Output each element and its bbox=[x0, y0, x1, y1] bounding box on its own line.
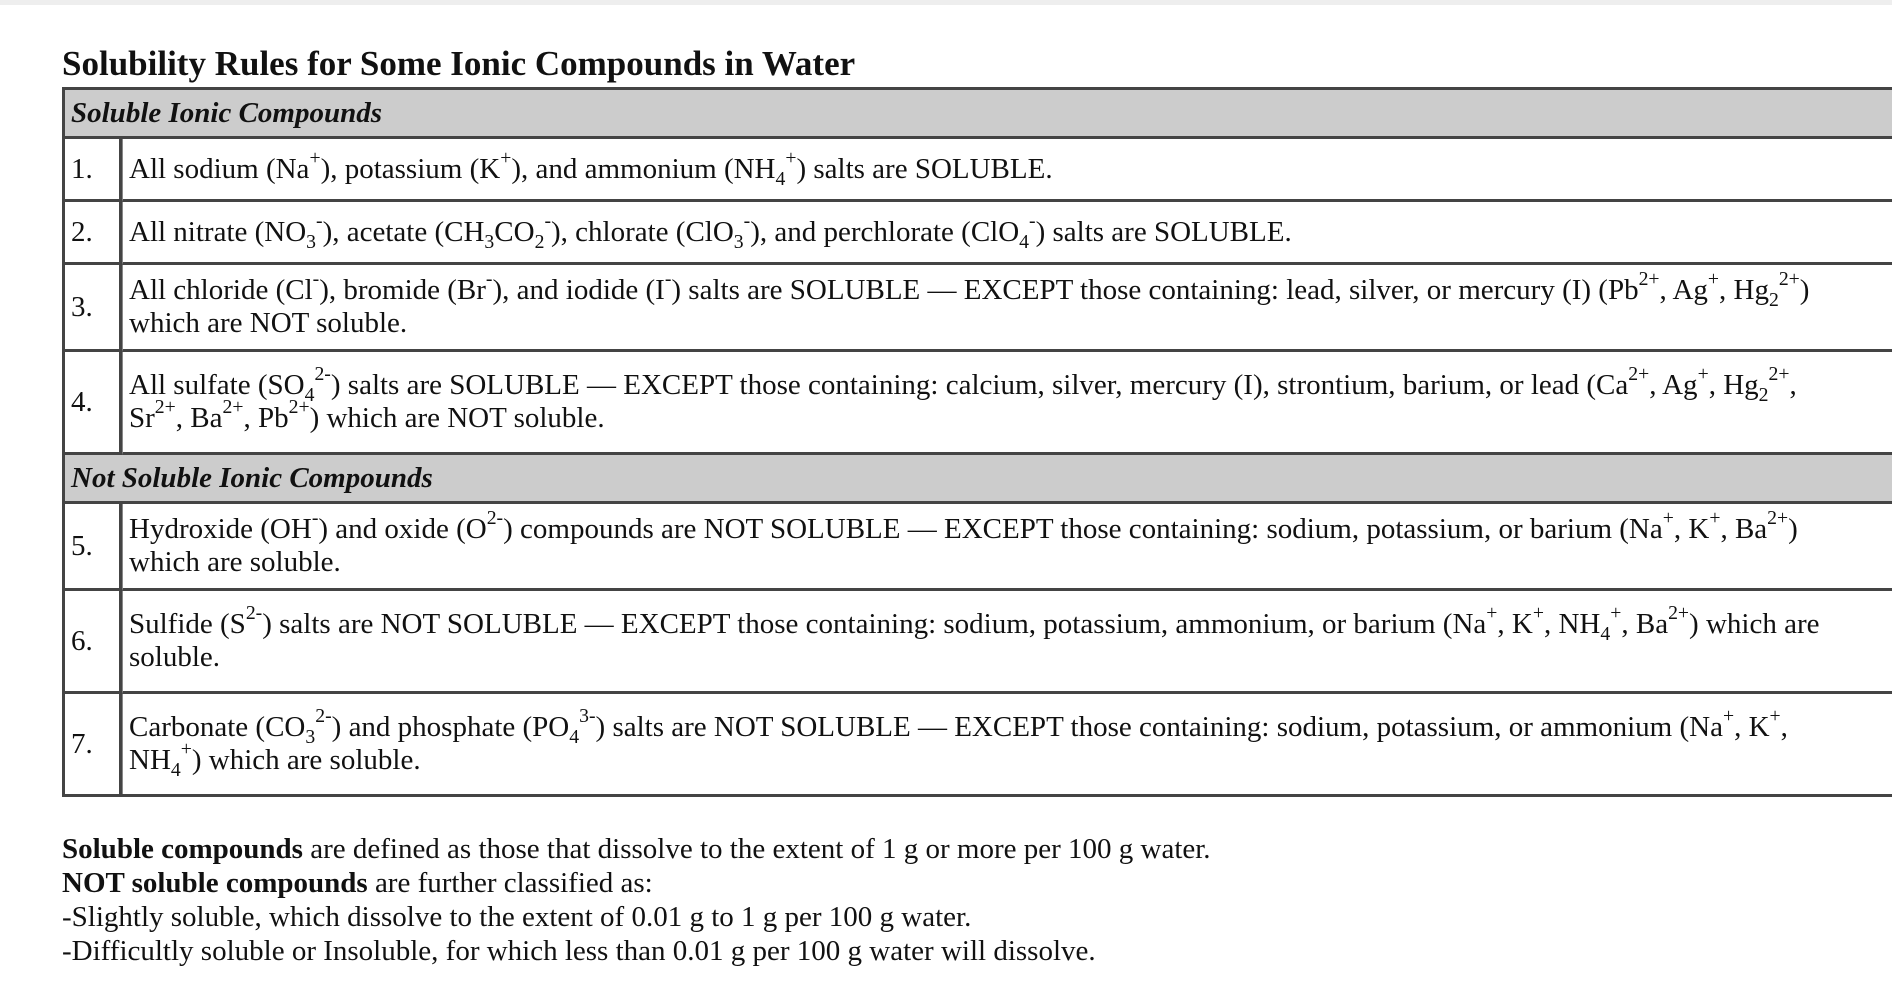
ion-charge-superscript: + bbox=[785, 146, 797, 169]
rule-text-segment: , Hg bbox=[1708, 369, 1759, 401]
rule-text-segment: All nitrate (NO bbox=[129, 215, 307, 248]
atom-count-subscript: 2 bbox=[1768, 288, 1779, 311]
rule-text bbox=[122, 591, 1892, 694]
ion-charge-superscript: 2- bbox=[314, 363, 331, 386]
ion-charge-superscript: + bbox=[1486, 602, 1498, 625]
rule-text-segment: , bbox=[1789, 369, 1797, 401]
rule-row bbox=[65, 202, 1892, 265]
ion-charge-superscript: - bbox=[664, 268, 672, 291]
rule-text-segment: ) which are soluble. bbox=[191, 744, 421, 776]
rule-text-segment: , K bbox=[1734, 711, 1770, 743]
atom-count-subscript: 4 bbox=[170, 758, 181, 781]
note-not-soluble-term: NOT soluble compounds bbox=[62, 867, 368, 899]
rule-text-segment: ) which are bbox=[1689, 608, 1820, 640]
rule-text-segment: Sulfide (S bbox=[129, 608, 246, 640]
note-soluble-text: are defined as those that dissolve to the extent of 1 g or more per 100 g water. bbox=[302, 833, 1211, 865]
rule-row bbox=[65, 504, 1892, 591]
rule-text-line bbox=[129, 546, 1892, 579]
ion-charge-superscript: 3- bbox=[579, 705, 596, 728]
atom-count-subscript: 4 bbox=[1600, 622, 1611, 645]
rule-number: 6. bbox=[65, 591, 122, 694]
rule-text-segment: ) salts are NOT SOLUBLE — EXCEPT those containing: sodium, potassium, or ammonium (Na bbox=[595, 711, 1723, 743]
atom-count-subscript: 3 bbox=[733, 230, 744, 253]
rule-text-segment: ) bbox=[1788, 513, 1798, 545]
rule-text-segment: ) which are NOT soluble. bbox=[309, 402, 605, 434]
rule-text-segment: , Ag bbox=[1649, 369, 1698, 401]
ion-charge-superscript: - bbox=[311, 507, 319, 530]
rule-text-segment: All sulfate (SO bbox=[129, 369, 305, 401]
rules-table-body bbox=[65, 90, 1892, 794]
rule-number: 5. bbox=[65, 504, 122, 591]
rule-text-line bbox=[129, 738, 1892, 781]
rule-number: 4. bbox=[65, 352, 122, 455]
note-soluble-definition bbox=[62, 832, 1211, 866]
rule-text-segment: All chloride (Cl bbox=[129, 274, 313, 306]
section-header: Not Soluble Ionic Compounds bbox=[65, 455, 1892, 504]
ion-charge-superscript: 2+ bbox=[1638, 268, 1660, 291]
rule-text-segment: ) bbox=[1799, 274, 1810, 306]
rule-text-segment: Carbonate (CO bbox=[129, 711, 306, 743]
rule-text-line bbox=[129, 705, 1892, 748]
rule-text-segment: ), and iodide (I bbox=[492, 274, 665, 306]
rule-text-segment: Hydroxide (OH bbox=[129, 513, 312, 545]
ion-charge-superscript: 2+ bbox=[288, 396, 310, 419]
ion-charge-superscript: + bbox=[1709, 507, 1721, 530]
rule-number: 7. bbox=[65, 694, 122, 794]
section-header-row bbox=[65, 455, 1892, 504]
ion-charge-superscript: - bbox=[312, 268, 320, 291]
rule-text-segment: , Hg bbox=[1719, 274, 1769, 306]
ion-charge-superscript: 2+ bbox=[1767, 507, 1789, 530]
rule-text bbox=[122, 202, 1892, 265]
ion-charge-superscript: - bbox=[544, 209, 551, 232]
rule-text-segment: soluble. bbox=[129, 641, 221, 673]
ion-charge-superscript: 2+ bbox=[222, 396, 244, 419]
ion-charge-superscript: 2+ bbox=[154, 396, 176, 419]
ion-charge-superscript: 2+ bbox=[1778, 268, 1800, 291]
rule-row bbox=[65, 694, 1892, 794]
ion-charge-superscript: + bbox=[1610, 602, 1622, 625]
ion-charge-superscript: + bbox=[180, 738, 192, 761]
definitions-notes bbox=[62, 832, 1211, 968]
rule-text-line bbox=[129, 507, 1892, 546]
atom-count-subscript: 3 bbox=[484, 230, 495, 253]
rule-text-segment: ), and ammonium (NH bbox=[511, 152, 776, 185]
rule-text-segment: ), potassium (K bbox=[320, 152, 501, 185]
rule-text-segment: , Pb bbox=[243, 402, 289, 434]
note-not-soluble-text: are further classified as: bbox=[367, 867, 653, 899]
atom-count-subscript: 3 bbox=[305, 725, 316, 748]
ion-charge-superscript: + bbox=[1722, 705, 1735, 728]
rule-text bbox=[122, 694, 1892, 794]
rule-text-segment: CO bbox=[494, 215, 535, 248]
rule-text-segment: , bbox=[1780, 711, 1788, 743]
rule-text-segment: ) and phosphate (PO bbox=[331, 711, 570, 743]
rule-row bbox=[65, 352, 1892, 455]
ion-charge-superscript: + bbox=[1697, 363, 1709, 386]
rule-text-segment: , NH bbox=[1543, 608, 1601, 640]
ion-charge-superscript: 2+ bbox=[1768, 363, 1790, 386]
section-header: Soluble Ionic Compounds bbox=[65, 90, 1892, 139]
ion-charge-superscript: 2- bbox=[315, 705, 332, 728]
rule-text-segment: ) and oxide (O bbox=[318, 513, 487, 545]
rule-text-segment: ), and perchlorate (ClO bbox=[750, 215, 1020, 248]
atom-count-subscript: 4 bbox=[1019, 230, 1030, 253]
note-soluble-term: Soluble compounds bbox=[62, 833, 303, 865]
rule-text-segment: Sr bbox=[129, 402, 155, 434]
rule-number: 3. bbox=[65, 265, 122, 352]
ion-charge-superscript: 2+ bbox=[1628, 363, 1650, 386]
rule-row bbox=[65, 591, 1892, 694]
ion-charge-superscript: 2- bbox=[486, 507, 504, 530]
ion-charge-superscript: - bbox=[743, 209, 751, 232]
rule-text-segment: ) compounds are NOT SOLUBLE — EXCEPT those containing: sodium, potassium, or barium (Na bbox=[503, 513, 1663, 545]
rule-text-segment: All sodium (Na bbox=[129, 152, 310, 185]
rule-text-segment: ) salts are SOLUBLE — EXCEPT those containing: calcium, silver, mercury (I), strontium, barium, or lead (Ca bbox=[330, 369, 1629, 401]
rule-text-line bbox=[129, 209, 1892, 253]
atom-count-subscript: 4 bbox=[569, 725, 580, 748]
rule-text-segment: ) salts are NOT SOLUBLE — EXCEPT those containing: sodium, potassium, ammonium, or barium (Na bbox=[262, 608, 1487, 640]
rule-text-segment: , Ba bbox=[1720, 513, 1768, 545]
rule-text bbox=[122, 139, 1892, 202]
atom-count-subscript: 2 bbox=[534, 230, 545, 253]
section-header-row bbox=[65, 90, 1892, 139]
rule-text-segment: which are soluble. bbox=[129, 546, 341, 578]
page-title: Solubility Rules for Some Ionic Compounds in Water bbox=[62, 44, 856, 83]
ion-charge-superscript: 2- bbox=[245, 602, 263, 625]
note-not-soluble-definition bbox=[62, 866, 1211, 900]
ion-charge-superscript: + bbox=[1662, 507, 1674, 530]
rule-row bbox=[65, 265, 1892, 352]
solubility-rules-table bbox=[62, 87, 1892, 797]
rule-text-line bbox=[129, 641, 1892, 674]
rule-text-segment: NH bbox=[129, 744, 171, 776]
rule-text-segment: which are NOT soluble. bbox=[129, 307, 408, 339]
rule-text-line bbox=[129, 363, 1892, 406]
rule-text-segment: ), bromide (Br bbox=[319, 274, 486, 306]
rule-text-segment: ), chlorate (ClO bbox=[551, 215, 734, 248]
ion-charge-superscript: 2+ bbox=[1668, 602, 1690, 625]
rule-text bbox=[122, 504, 1892, 591]
rule-text bbox=[122, 352, 1892, 455]
ion-charge-superscript: + bbox=[500, 146, 512, 169]
top-border-strip bbox=[0, 0, 1892, 5]
rule-text-segment: ) salts are SOLUBLE — EXCEPT those containing: lead, silver, or mercury (I) (Pb bbox=[671, 274, 1639, 306]
note-insoluble: -Difficultly soluble or Insoluble, for which less than 0.01 g per 100 g water will dissolve. bbox=[62, 935, 1096, 967]
note-slightly-soluble: -Slightly soluble, which dissolve to the extent of 0.01 g to 1 g per 100 g water. bbox=[62, 901, 972, 933]
rule-text-segment: , Ba bbox=[1621, 608, 1669, 640]
atom-count-subscript: 4 bbox=[775, 167, 786, 190]
atom-count-subscript: 4 bbox=[304, 383, 315, 406]
rule-text-segment: ), acetate (CH bbox=[322, 215, 485, 248]
rule-text-line bbox=[129, 268, 1892, 311]
atom-count-subscript: 3 bbox=[306, 230, 317, 253]
ion-charge-superscript: + bbox=[1532, 602, 1544, 625]
atom-count-subscript: 2 bbox=[1758, 383, 1769, 406]
rule-text-segment: , K bbox=[1673, 513, 1710, 545]
ion-charge-superscript: + bbox=[1707, 268, 1720, 291]
ion-charge-superscript: + bbox=[309, 146, 321, 169]
ion-charge-superscript: - bbox=[1029, 209, 1036, 232]
ion-charge-superscript: - bbox=[485, 268, 493, 291]
rule-text-segment: ) salts are SOLUBLE. bbox=[1035, 215, 1292, 248]
rule-text-line bbox=[129, 602, 1892, 645]
rule-text-segment: , K bbox=[1497, 608, 1533, 640]
rule-row bbox=[65, 139, 1892, 202]
rule-text-segment: , Ba bbox=[175, 402, 223, 434]
rule-number: 1. bbox=[65, 139, 122, 202]
rule-text-line bbox=[129, 146, 1892, 190]
rule-text-segment: , Ag bbox=[1659, 274, 1708, 306]
rule-text-segment: ) salts are SOLUBLE. bbox=[796, 152, 1053, 185]
rule-text-line bbox=[129, 396, 1892, 435]
rule-number: 2. bbox=[65, 202, 122, 265]
rule-text bbox=[122, 265, 1892, 352]
ion-charge-superscript: + bbox=[1769, 705, 1781, 728]
ion-charge-superscript: - bbox=[316, 209, 323, 232]
rule-text-line bbox=[129, 307, 1892, 340]
